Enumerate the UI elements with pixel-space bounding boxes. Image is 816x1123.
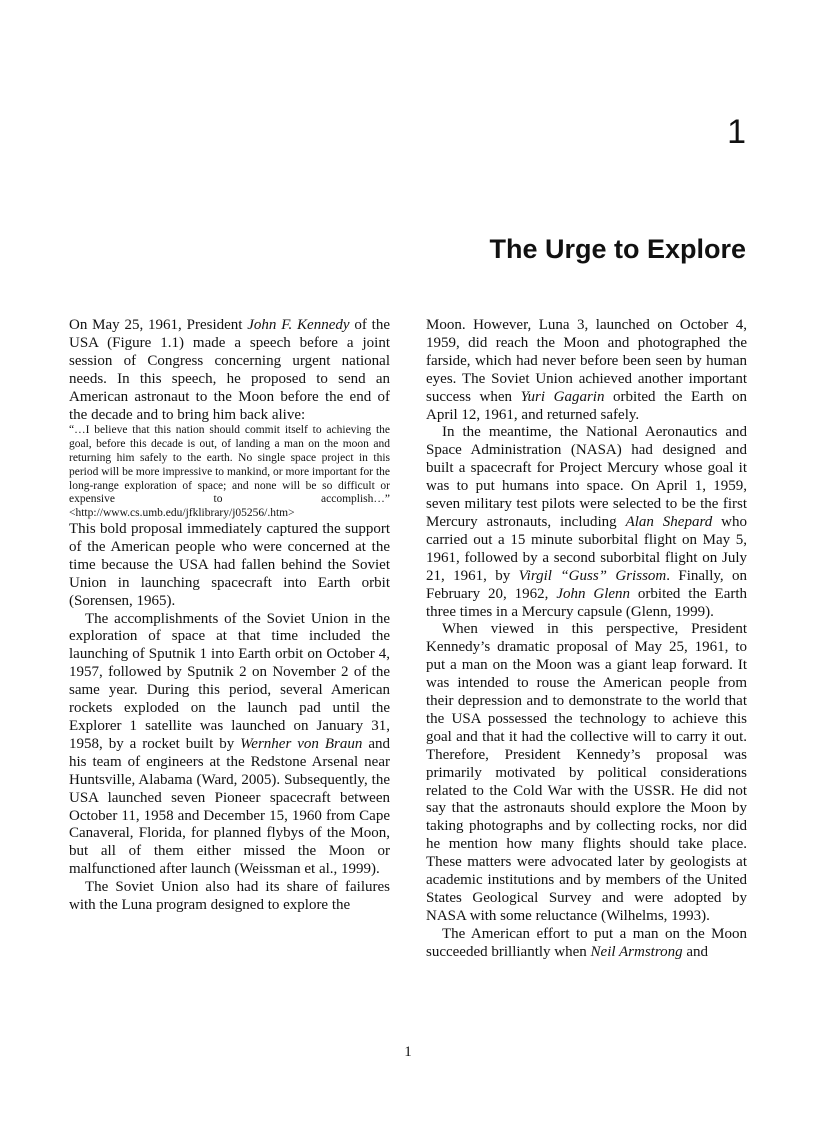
paragraph-kennedy-speech: On May 25, 1961, President John F. Kennedy of the USA (Figure 1.1) made a speech before a joint session of Congress concerning urgent national needs. In this speech, he proposed to send an American astronaut to the Moon before the end of the decade and to bring him back alive: (69, 317, 390, 423)
paragraph-luna-3: Moon. However, Luna 3, launched on October 4, 1959, did reach the Moon and photographed the farside, which had never before been seen by human eyes. The Soviet Union achieved another important success when Yuri Gagarin orbited the Earth on April 12, 1961, and returned safely. (426, 317, 747, 423)
person-name: Yuri Gagarin (520, 388, 605, 405)
person-name: John Glenn (556, 585, 631, 602)
chapter-number: 1 (727, 113, 746, 151)
paragraph-perspective: When viewed in this perspective, President Kennedy’s dramatic proposal of May 25, 1961, to put a man on the Moon was a giant leap forward. It was intended to rouse the American people from their depression and to demonstrate to the world that the USA possessed the technology to achieve this goal and that it had the collective will to carry it out. Therefore, President Kennedy’s proposal was primarily motivated by political considerations related to the Cold War with the USSR. He did not say that the astronauts should explore the Moon by taking photographs and by collecting rocks, nor did he mention how many flights should take place. These matters were advocated later by geologists at academic institutions and by members of the United States Geological Survey and were adopted by NASA with some reluctance (Wilhelms, 1993). (426, 621, 747, 924)
person-name: Virgil “Guss” Grissom (518, 567, 667, 584)
person-name: Alan Shepard (625, 513, 713, 530)
paragraph-bold-proposal: This bold proposal immediately captured the support of the American people who were concerned at the time because the USA had fallen behind the Soviet Union in launching spacecraft into Earth orbit (Sorensen, 1965). (69, 521, 390, 609)
left-column (69, 317, 390, 915)
person-name: John F. Kennedy (247, 317, 350, 333)
person-name: Wernher von Braun (240, 735, 363, 752)
right-column (426, 317, 747, 962)
block-quote: “…I believe that this nation should commit itself to achieving the goal, before this decade is out, of landing a man on the moon and returning him safely to the earth. No single space project in this period will be more impressive to mankind, or more important for the long-range exploration of space; and none will be so difficult or expensive to accomplish…” <http://www.cs.umb.edu/jfklibrary/j05256/.htm> (69, 424, 390, 520)
paragraph-luna-failures: The Soviet Union also had its share of failures with the Luna program designed to explore the (69, 879, 390, 914)
person-name: Neil Armstrong (590, 943, 683, 960)
paragraph-american-effort: The American effort to put a man on the Moon succeeded brilliantly when Neil Armstrong and (426, 925, 747, 960)
paragraph-soviet-accomplishments: The accomplishments of the Soviet Union in the exploration of space at that time included the launching of Sputnik 1 into Earth orbit on October 4, 1957, followed by Sputnik 2 on November 2 of the same year. During this period, several American rockets exploded on the launch pad until the Explorer 1 satellite was launched on January 31, 1958, by a rocket built by Wernher von Braun and his team of engineers at the Redstone Arsenal near Huntsville, Alabama (Ward, 2005). Subsequently, the USA launched seven Pioneer spacecraft between October 11, 1958 and December 15, 1960 from Cape Canaveral, Florida, for planned flybys of the Moon, but all of them either missed the Moon or malfunctioned after launch (Weissman et al., 1999). (69, 610, 390, 878)
chapter-title: The Urge to Explore (489, 234, 746, 264)
page-number: 1 (404, 1044, 412, 1060)
paragraph-project-mercury: In the meantime, the National Aeronautics and Space Administration (NASA) had designed and built a spacecraft for Project Mercury whose goal it was to put humans into space. On April 1, 1959, seven military test pilots were selected to be the first Mercury astronauts, including Alan Shepard who carried out a 15 minute suborbital flight on May 5, 1961, followed by a second suborbital flight on July 21, 1961, by Virgil “Guss” Grissom. Finally, on February 20, 1962, John Glenn orbited the Earth three times in a Mercury capsule (Glenn, 1999). (426, 424, 748, 620)
